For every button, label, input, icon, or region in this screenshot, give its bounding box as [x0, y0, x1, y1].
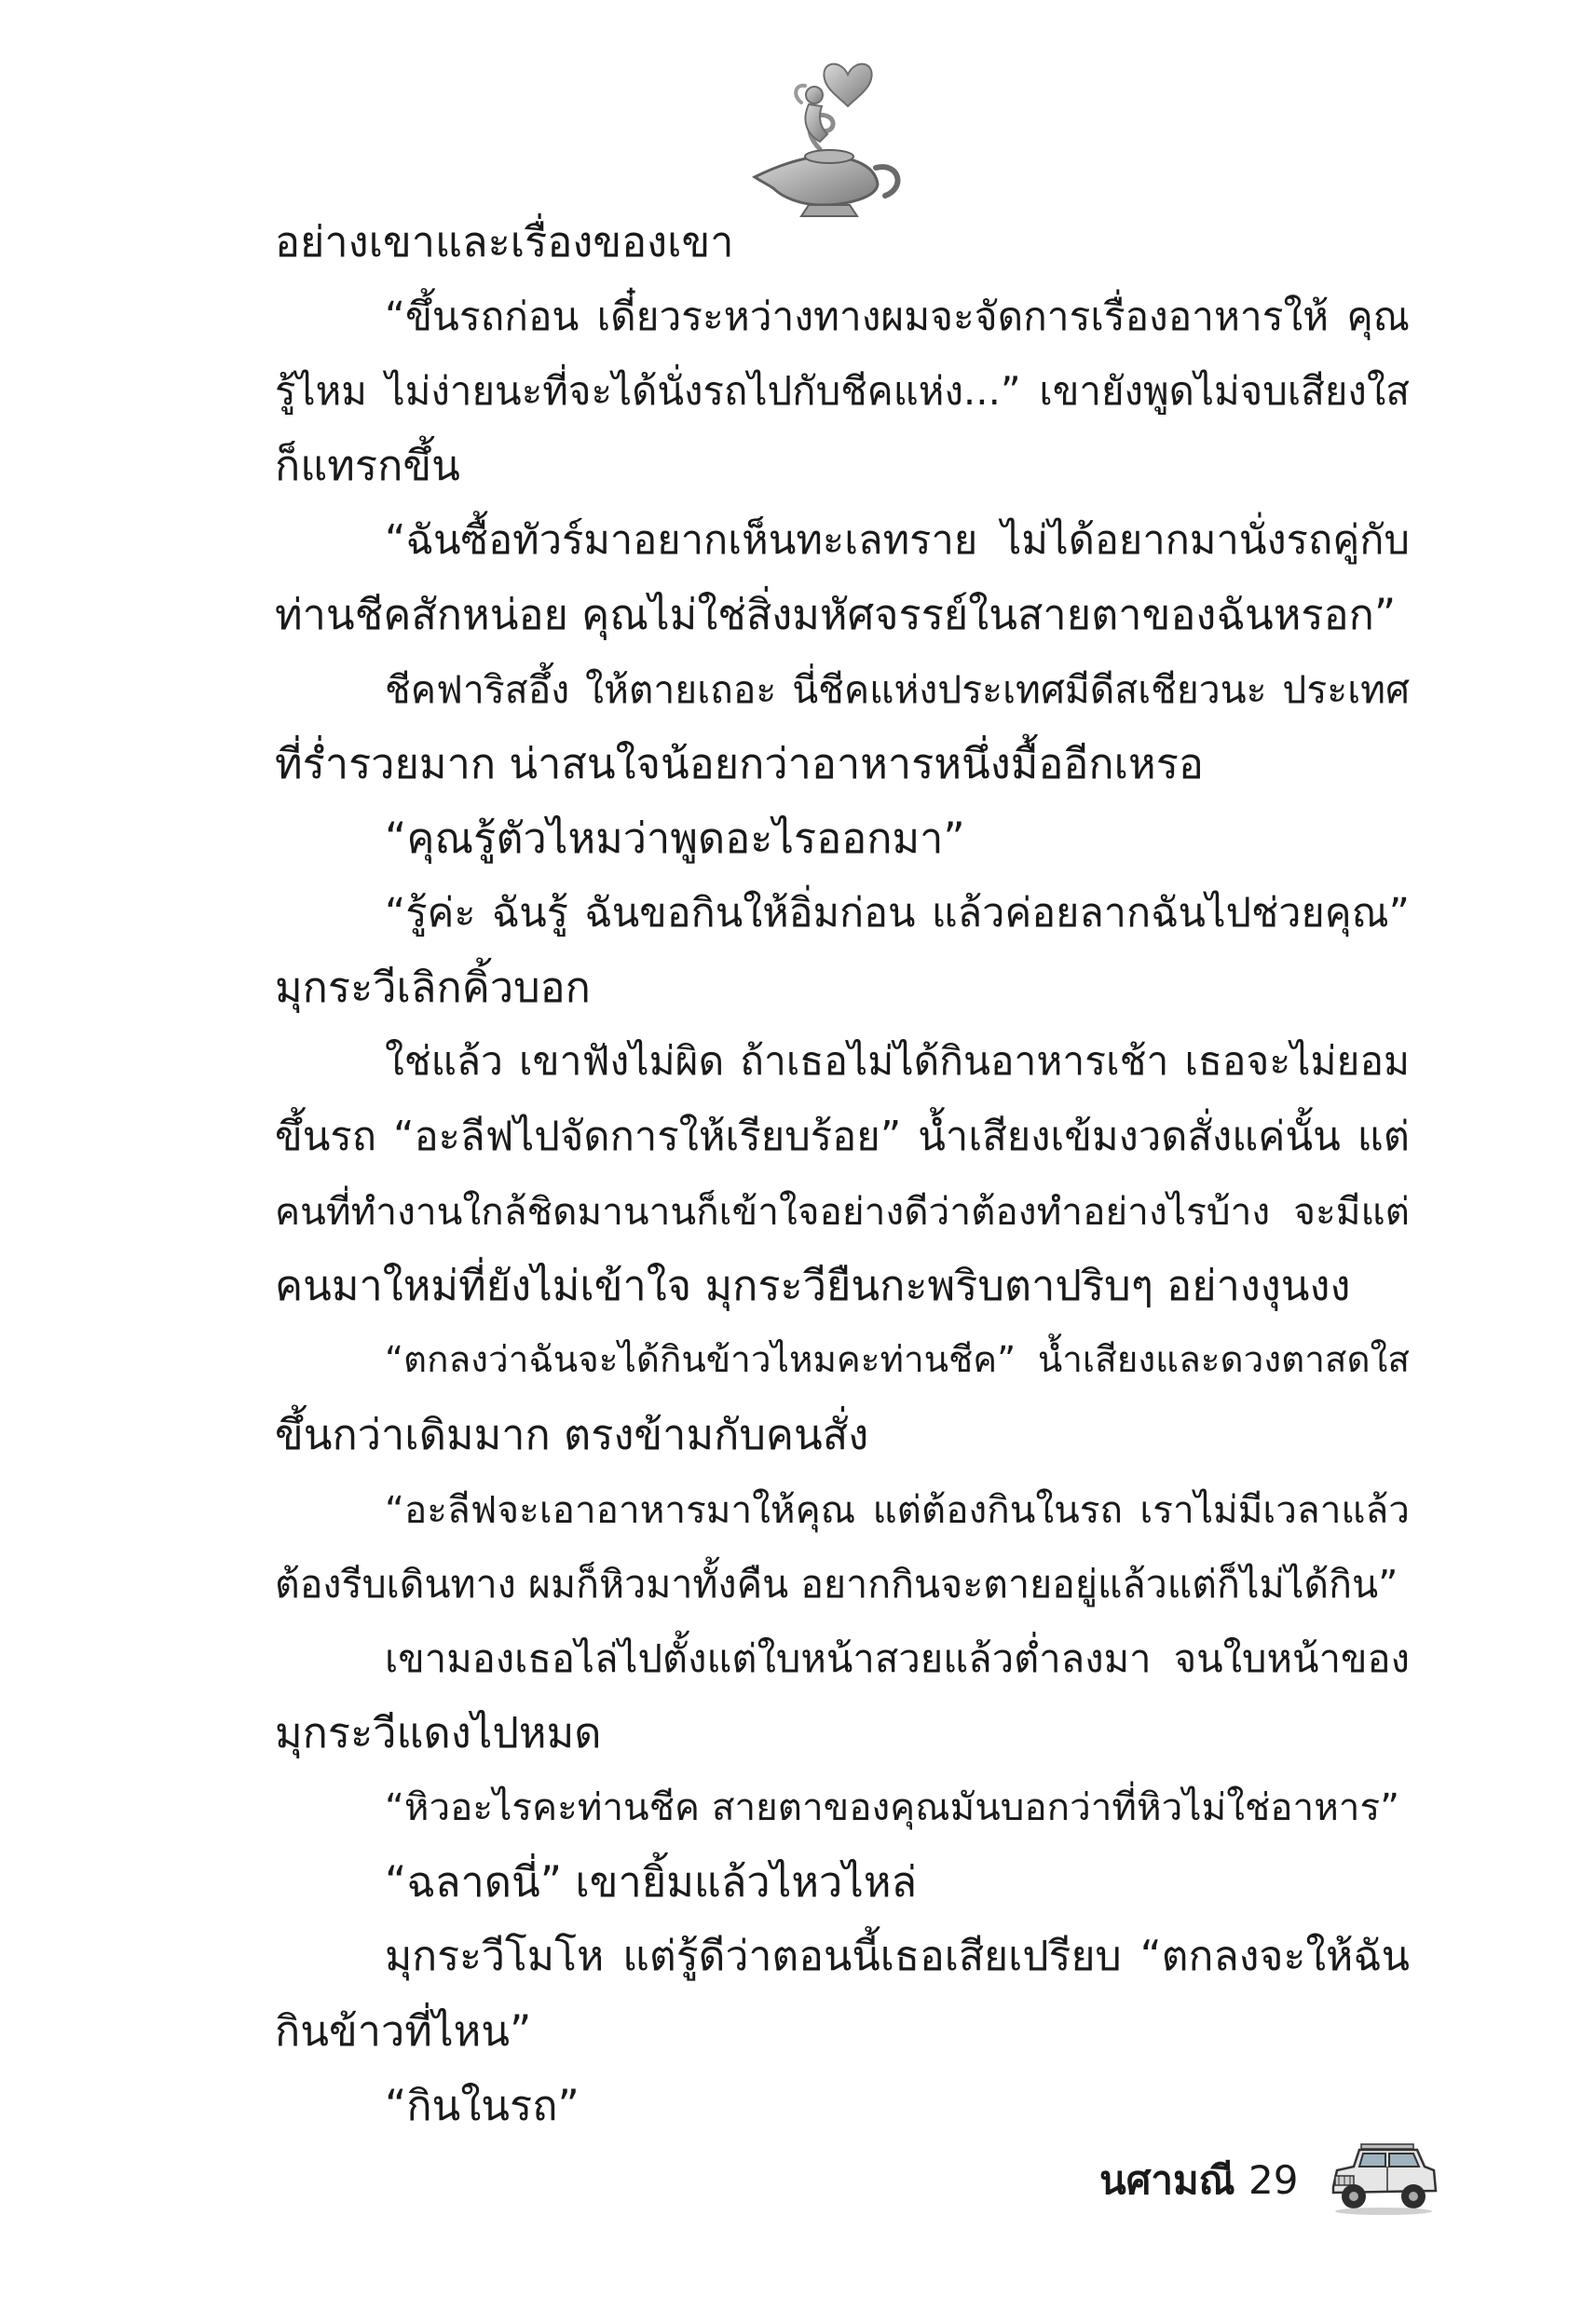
text-line: “กินในรถ”	[385, 2081, 580, 2130]
text-line: มุกระวีแดงไปหมด	[275, 1708, 602, 1757]
jeep-car-icon	[1328, 2139, 1439, 2218]
text-line: “ฉันซื้อทัวร์มาอยากเห็นทะเลทราย ไม่ได้อยากมานั่งรถคู่กับ	[385, 517, 1410, 564]
text-line: มุกระวีเลิกคิ้วบอก	[275, 963, 591, 1012]
author-name: นศามณี	[1099, 2157, 1235, 2203]
text-line: คนมาใหม่ที่ยังไม่เข้าใจ มุกระวียืนกะพริบตาปริบๆ อย่างงุนงง	[275, 1261, 1351, 1310]
text-line: ที่ร่ำรวยมาก น่าสนใจน้อยกว่าอาหารหนึ่งมื้ออีกเหรอ	[275, 739, 1204, 788]
text-line: ขึ้นรถ “อะลีฟไปจัดการให้เรียบร้อย” น้ำเสียงเข้มงวดสั่งแค่นั้น แต่	[275, 1114, 1410, 1160]
text-line: กินข้าวที่ไหน”	[275, 2006, 532, 2056]
text-line: “ขึ้นรถก่อน เดี๋ยวระหว่างทางผมจะจัดการเรื่องอาหารให้ คุณ	[385, 294, 1410, 339]
text-line: “รู้ค่ะ ฉันรู้ ฉันขอกินให้อิ่มก่อน แล้วค่อยลากฉันไปช่วยคุณ”	[385, 890, 1410, 937]
page-number: 29	[1248, 2157, 1299, 2203]
text-line: ใช่แล้ว เขาฟังไม่ผิด ถ้าเธอไม่ได้กินอาหารเช้า เธอจะไม่ยอม	[385, 1039, 1410, 1085]
teapot-lamp-ornament-icon	[736, 37, 913, 224]
text-line: ขึ้นกว่าเดิมมาก ตรงข้ามกับคนสั่ง	[275, 1410, 869, 1459]
text-line: รู้ไหม ไม่ง่ายนะที่จะได้นั่งรถไปกับชีคแห่ง...” เขายังพูดไม่จบเสียงใส	[275, 368, 1410, 414]
text-line: ท่านชีคสักหน่อย คุณไม่ใช่สิ่งมหัศจรรย์ในสายตาของฉันหรอก”	[275, 590, 1397, 639]
page-footer	[1090, 2129, 1444, 2232]
text-line: “ตกลงว่าฉันจะได้กินข้าวไหมคะท่านชีค” น้ำเสียงและดวงตาสดใส	[385, 1339, 1410, 1381]
text-line: “ฉลาดนี่” เขายิ้มแล้วไหวไหล่	[385, 1857, 918, 1907]
text-line: เขามองเธอไล่ไปตั้งแต่ใบหน้าสวยแล้วต่ำลงมา จนใบหน้าของ	[385, 1635, 1410, 1681]
text-line: ชีคฟาริสอึ้ง ให้ตายเถอะ นี่ชีคแห่งประเทศมีดีสเชียวนะ ประเทศ	[385, 667, 1410, 712]
text-line: อย่างเขาและเรื่องของเขา	[275, 217, 734, 267]
body-text	[275, 205, 1410, 2143]
text-line: คนที่ทำงานใกล้ชิดมานานก็เข้าใจอย่างดีว่าต้องทำอย่างไรบ้าง จะมีแต่	[275, 1189, 1410, 1234]
text-line: ต้องรีบเดินทาง ผมก็หิวมาทั้งคืน อยากกินจะตายอยู่แล้วแต่ก็ไม่ได้กิน”	[275, 1562, 1398, 1607]
text-line: “หิวอะไรคะท่านชีค สายตาของคุณมันบอกว่าที่หิวไม่ใช่อาหาร”	[385, 1785, 1400, 1829]
text-line: มุกระวีโมโห แต่รู้ดีว่าตอนนี้เธอเสียเปรียบ “ตกลงจะให้ฉัน	[385, 1933, 1410, 1980]
text-line: ก็แทรกขึ้น	[275, 441, 460, 490]
text-line: “อะลีฟจะเอาอาหารมาให้คุณ แต่ต้องกินในรถ เราไม่มีเวลาแล้ว	[385, 1487, 1410, 1532]
text-line: “คุณรู้ตัวไหมว่าพูดอะไรออกมา”	[385, 814, 965, 863]
